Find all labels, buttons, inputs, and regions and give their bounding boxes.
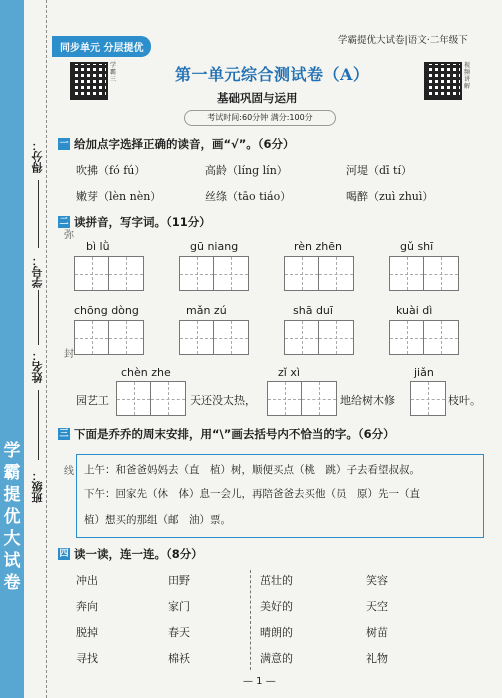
s4-col1-3[interactable]: 脱掉 bbox=[76, 626, 98, 639]
s2-grid-4[interactable] bbox=[389, 256, 459, 291]
s2-grid-9[interactable] bbox=[116, 381, 186, 416]
s1-item-1: 吹拂（fó fú） bbox=[76, 164, 146, 177]
field-id-label: 学号： bbox=[31, 255, 44, 288]
s2-grid-5[interactable] bbox=[74, 320, 144, 355]
s4-col4-4[interactable]: 礼物 bbox=[366, 652, 388, 665]
qr-caption-left: 学霸三 bbox=[110, 62, 117, 83]
s1-item-6: 喝醉（zuì zhuì） bbox=[346, 190, 434, 203]
s4-col1-2[interactable]: 奔向 bbox=[76, 600, 98, 613]
page-number: — 1 — bbox=[243, 676, 276, 687]
s2-pinyin-6: mǎn zú bbox=[186, 304, 227, 317]
s2-grid-2[interactable] bbox=[179, 256, 249, 291]
s4-col2-2[interactable]: 家门 bbox=[168, 600, 190, 613]
unit-badge: 同步单元 分层提优 bbox=[52, 36, 151, 57]
s2-pinyin-5: chōng dòng bbox=[74, 304, 139, 317]
s2-grid-6[interactable] bbox=[179, 320, 249, 355]
s2-pinyin-10: zǐ xì bbox=[278, 366, 300, 379]
s4-col1-1[interactable]: 冲出 bbox=[76, 574, 98, 587]
s4-col3-1[interactable]: 茁壮的 bbox=[260, 574, 293, 587]
section3-number: 三 bbox=[59, 429, 69, 439]
s4-col3-3[interactable]: 晴朗的 bbox=[260, 626, 293, 639]
s1-item-2: 高龄（líng lín） bbox=[205, 164, 288, 177]
field-class-line bbox=[38, 390, 39, 460]
s4-col4-2[interactable]: 天空 bbox=[366, 600, 388, 613]
field-name-line bbox=[38, 290, 39, 345]
s2-pinyin-1: bì lǜ bbox=[86, 240, 110, 253]
cut-mark-1: 弥 bbox=[64, 230, 74, 241]
s2-pinyin-7: shā duī bbox=[293, 304, 333, 317]
s1-item-3: 河堤（dī tí） bbox=[346, 164, 412, 177]
section4-number: 四 bbox=[59, 549, 69, 559]
s2-pinyin-8: kuài dì bbox=[396, 304, 433, 317]
s2-grid-1[interactable] bbox=[74, 256, 144, 291]
section4-title: 读一读，连一连。（8分） bbox=[74, 547, 203, 561]
qr-code-right-icon bbox=[424, 62, 462, 100]
section1-number: 一 bbox=[59, 139, 69, 149]
exam-meta: 考试时间:60分钟 满分:100分 bbox=[184, 110, 336, 126]
exam-subtitle: 基础巩固与运用 bbox=[217, 91, 298, 105]
s2-grid-11[interactable] bbox=[410, 381, 446, 416]
s2-grid-3[interactable] bbox=[284, 256, 354, 291]
cut-mark-2: 封 bbox=[64, 349, 74, 360]
s2-sentence-part-1: 园艺工 bbox=[76, 394, 109, 407]
field-id-line bbox=[38, 200, 39, 248]
s2-pinyin-3: rèn zhēn bbox=[294, 240, 343, 253]
s4-col3-2[interactable]: 美好的 bbox=[260, 600, 293, 613]
schedule-line-3: 植）想买的那组（邮 油）票。 bbox=[84, 514, 231, 526]
s2-pinyin-4: gǔ shī bbox=[400, 240, 434, 253]
field-class-label: 班级： bbox=[31, 470, 44, 503]
exam-title: 第一单元综合测试卷（A） bbox=[175, 65, 370, 84]
section1-title: 给加点字选择正确的读音，画“√”。（6分） bbox=[74, 137, 295, 151]
s4-col2-4[interactable]: 棉袄 bbox=[168, 652, 190, 665]
section2-title: 读拼音，写字词。（11分） bbox=[74, 215, 211, 229]
cut-mark-3: 线 bbox=[64, 466, 74, 477]
field-score-label: 得分： bbox=[31, 140, 44, 173]
match-divider bbox=[250, 570, 251, 670]
s4-col3-4[interactable]: 满意的 bbox=[260, 652, 293, 665]
s2-grid-8[interactable] bbox=[389, 320, 459, 355]
section3-title: 下面是乔乔的周末安排，用“\”画去括号内不恰当的字。（6分） bbox=[74, 427, 395, 441]
vertical-series-title: 学霸提优大试卷 bbox=[3, 441, 21, 593]
qr-code-left-icon bbox=[70, 62, 108, 100]
s2-sentence-part-2: 天还没太热， bbox=[190, 394, 256, 407]
side-strip bbox=[0, 0, 24, 698]
s1-item-4: 嫩芽（lèn nèn） bbox=[76, 190, 162, 203]
s1-item-5: 丝绦（tāo tiáo） bbox=[205, 190, 292, 203]
s4-col2-3[interactable]: 春天 bbox=[168, 626, 190, 639]
series-label: 学霸提优大试卷|语文·二年级下 bbox=[338, 35, 468, 46]
s2-pinyin-9: chèn zhe bbox=[121, 366, 171, 379]
schedule-line-2: 下午：回家先（休 体）息一会儿，再陪爸爸去买他（员 原）先一（直 bbox=[84, 488, 420, 500]
s4-col2-1[interactable]: 田野 bbox=[168, 574, 190, 587]
s2-sentence-part-4: 枝叶。 bbox=[448, 394, 481, 407]
field-name-label: 姓名： bbox=[31, 350, 44, 383]
s4-col4-1[interactable]: 笑容 bbox=[366, 574, 388, 587]
s2-pinyin-11: jiǎn bbox=[414, 366, 434, 379]
s2-grid-10[interactable] bbox=[267, 381, 337, 416]
s2-pinyin-2: gū niang bbox=[190, 240, 239, 253]
binding-dashed-line bbox=[46, 0, 47, 698]
s2-sentence-part-3: 地给树木修 bbox=[340, 394, 395, 407]
s4-col4-3[interactable]: 树苗 bbox=[366, 626, 388, 639]
s2-grid-7[interactable] bbox=[284, 320, 354, 355]
section2-number: 二 bbox=[59, 217, 69, 227]
qr-caption-right: 视频讲解 bbox=[464, 62, 471, 90]
schedule-line-1: 上午：和爸爸妈妈去（直 植）树，顺便买点（桃 跳）子去看望叔叔。 bbox=[84, 464, 420, 476]
s4-col1-4[interactable]: 寻找 bbox=[76, 652, 98, 665]
